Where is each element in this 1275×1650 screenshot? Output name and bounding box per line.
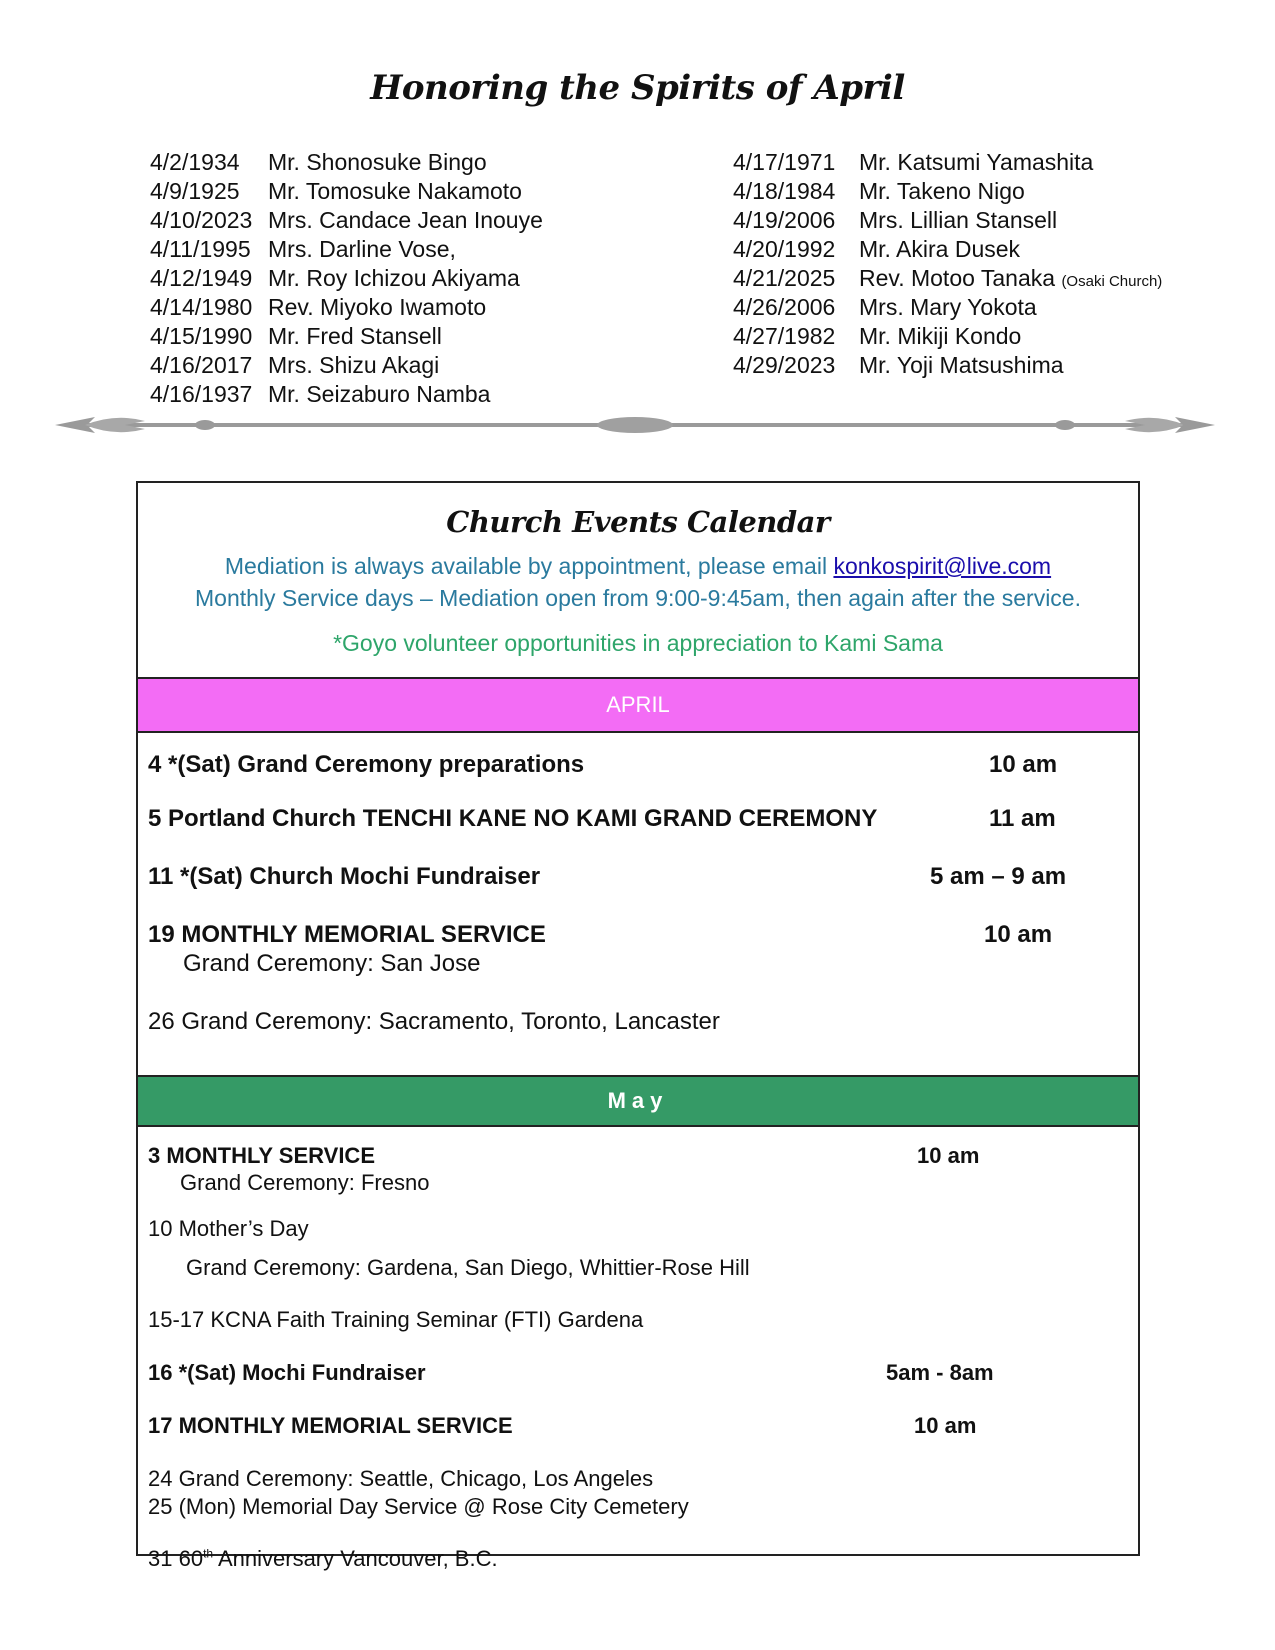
event-time: 10 am	[917, 1143, 980, 1168]
memorial-row	[733, 351, 1162, 380]
memorial-date: 4/10/2023	[150, 207, 253, 233]
memorial-date: 4/14/1980	[150, 294, 253, 320]
mediation-line	[138, 553, 1138, 580]
event-time: 11 am	[989, 805, 1056, 832]
event-time: 10 am	[914, 1413, 977, 1438]
memorial-name: Mr. Akira Dusek	[859, 236, 1021, 262]
memorial-row	[733, 206, 1162, 235]
memorial-date: 4/18/1984	[733, 178, 836, 204]
event-sub: Grand Ceremony: San Jose	[183, 950, 481, 977]
memorial-name: Mr. Seizaburo Namba	[268, 381, 491, 407]
memorial-name: Mrs. Lillian Stansell	[859, 207, 1058, 233]
memorial-date: 4/9/1925	[150, 178, 240, 204]
event-label: 16 *(Sat) Mochi Fundraiser	[148, 1360, 426, 1385]
memorial-name: Rev. Motoo Tanaka	[859, 265, 1056, 291]
memorial-date: 4/11/1995	[150, 236, 251, 262]
memorial-row	[150, 351, 543, 380]
memorial-date: 4/12/1949	[150, 265, 253, 291]
event-label: 26 Grand Ceremony: Sacramento, Toronto, Lancaster	[148, 1008, 720, 1035]
event-time: 10 am	[984, 921, 1053, 948]
memorial-date: 4/16/2017	[150, 352, 253, 378]
ordinal-suffix: th	[203, 1546, 214, 1561]
event-label: 24 Grand Ceremony: Seattle, Chicago, Los Angeles	[148, 1466, 654, 1491]
april-header: APRIL	[138, 677, 1138, 733]
memorial-row	[150, 206, 543, 235]
event-prefix: 31 60	[148, 1546, 204, 1571]
memorial-row	[150, 177, 543, 206]
event-label: 17 MONTHLY MEMORIAL SERVICE	[148, 1413, 513, 1438]
memorial-name: Rev. Miyoko Iwamoto	[268, 294, 487, 320]
goyo-note: *Goyo volunteer opportunities in appreciation to Kami Sama	[333, 630, 943, 656]
memorial-date: 4/29/2023	[733, 352, 836, 378]
ornamental-divider	[55, 410, 1215, 440]
event-label	[148, 1546, 498, 1572]
memorial-name: Mr. Katsumi Yamashita	[859, 149, 1094, 175]
email-link[interactable]: konkospirit@live.com	[833, 553, 1052, 579]
memorial-date: 4/20/1992	[733, 236, 836, 262]
memorial-name: Mr. Roy Ichizou Akiyama	[268, 265, 520, 291]
event-label: 25 (Mon) Memorial Day Service @ Rose City Cemetery	[148, 1494, 689, 1519]
event-label: 15-17 KCNA Faith Training Seminar (FTI) Gardena	[148, 1307, 644, 1332]
event-time: 5am - 8am	[886, 1360, 994, 1385]
event-text: Anniversary Vancouver, B.C.	[213, 1546, 498, 1571]
memorial-date: 4/21/2025	[733, 265, 836, 291]
memorial-row	[733, 322, 1162, 351]
memorial-name: Mr. Yoji Matsushima	[859, 352, 1064, 378]
memorial-row	[150, 293, 543, 322]
memorial-date: 4/26/2006	[733, 294, 836, 320]
memorial-row	[150, 148, 543, 177]
event-time: 5 am – 9 am	[930, 863, 1067, 890]
memorial-list-left	[150, 148, 543, 409]
memorial-row	[733, 293, 1162, 322]
memorial-row	[150, 264, 543, 293]
memorial-row	[733, 235, 1162, 264]
memorial-name: Mr. Mikiji Kondo	[859, 323, 1022, 349]
calendar-box	[136, 481, 1140, 1571]
memorial-name: Mr. Tomosuke Nakamoto	[268, 178, 522, 204]
event-time: 10 am	[989, 751, 1058, 778]
event-label: 3 MONTHLY SERVICE	[148, 1143, 375, 1168]
page-title: Honoring the Spirits of April	[370, 68, 905, 108]
event-label: 5 Portland Church TENCHI KANE NO KAMI GRAND CEREMONY	[148, 805, 878, 832]
memorial-date: 4/2/1934	[150, 149, 240, 175]
memorial-row	[150, 322, 543, 351]
memorial-name: Mr. Fred Stansell	[268, 323, 442, 349]
event-label: 11 *(Sat) Church Mochi Fundraiser	[148, 863, 541, 890]
memorial-date: 4/27/1982	[733, 323, 836, 349]
service-line: Monthly Service days – Mediation open from 9:00-9:45am, then again after the service.	[195, 585, 1081, 611]
memorial-name: Mrs. Darline Vose,	[268, 236, 456, 262]
event-sub: Grand Ceremony: Fresno	[180, 1170, 430, 1195]
event-label: 19 MONTHLY MEMORIAL SERVICE	[148, 921, 546, 948]
memorial-date: 4/19/2006	[733, 207, 836, 233]
memorial-row	[733, 177, 1162, 206]
memorial-name: Mrs. Shizu Akagi	[268, 352, 440, 378]
memorial-row	[733, 148, 1162, 177]
memorial-row	[150, 380, 543, 409]
memorial-list-right	[733, 148, 1162, 380]
memorial-name: Mrs. Mary Yokota	[859, 294, 1037, 320]
memorial-name: Mrs. Candace Jean Inouye	[268, 207, 543, 233]
event-label: 10 Mother’s Day	[148, 1216, 309, 1241]
event-sub: Grand Ceremony: Gardena, San Diego, Whittier-Rose Hill	[186, 1255, 750, 1280]
memorial-row	[733, 264, 1162, 293]
memorial-date: 4/17/1971	[733, 149, 836, 175]
calendar-title: Church Events Calendar	[446, 505, 830, 539]
memorial-date: 4/16/1937	[150, 381, 253, 407]
memorial-date: 4/15/1990	[150, 323, 253, 349]
memorial-row	[150, 235, 543, 264]
event-label: 4 *(Sat) Grand Ceremony preparations	[148, 751, 585, 778]
memorial-name: Mr. Takeno Nigo	[859, 178, 1025, 204]
mediation-text: Mediation is always available by appointment, please email	[224, 553, 828, 579]
memorial-note: (Osaki Church)	[1061, 273, 1163, 290]
may-header: May	[138, 1075, 1138, 1127]
memorial-name: Mr. Shonosuke Bingo	[268, 149, 487, 175]
